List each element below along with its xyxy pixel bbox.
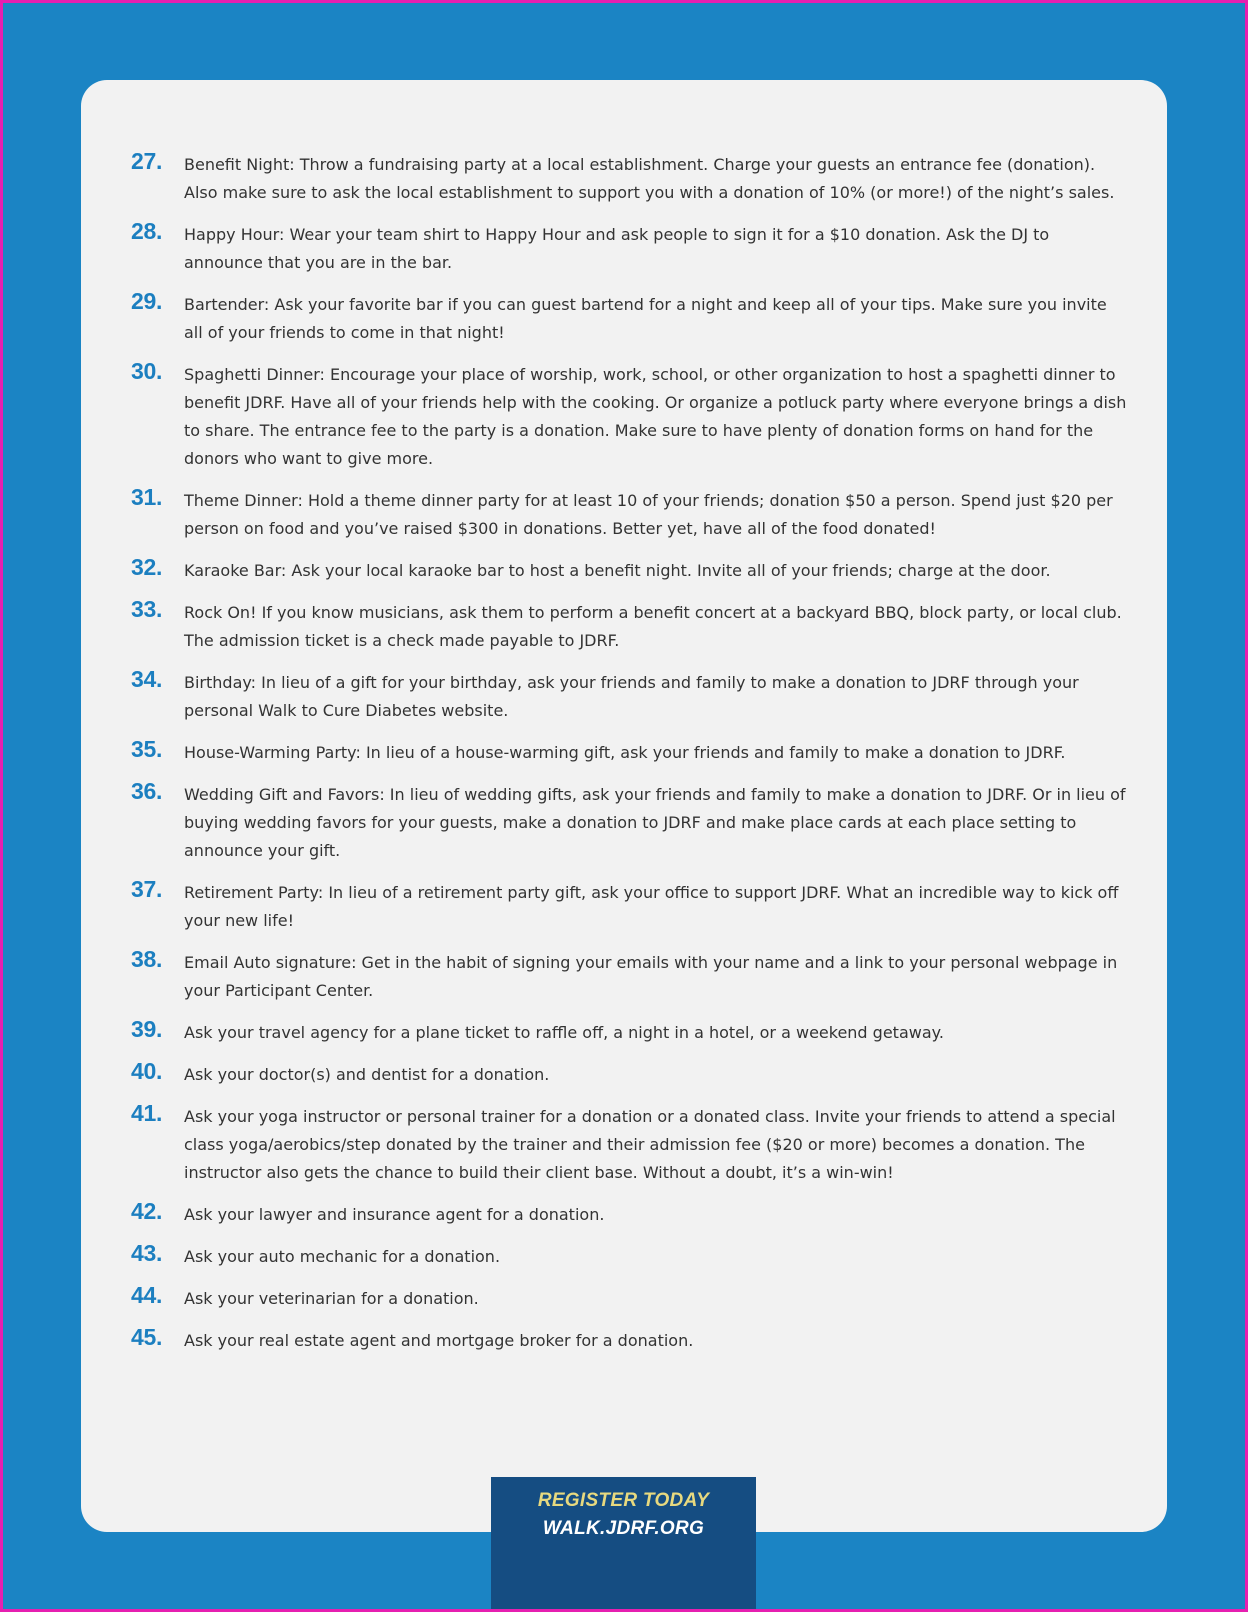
item-number: 42.	[131, 1198, 163, 1224]
item-number: 29.	[131, 288, 163, 314]
list-item	[81, 1100, 1167, 1187]
item-text: Karaoke Bar: Ask your local karaoke bar to host a benefit night. Invite all of your friends; charge at the door.	[184, 561, 1051, 580]
item-text: Ask your lawyer and insurance agent for a donation.	[184, 1205, 605, 1224]
list-item	[81, 736, 1167, 767]
list-item	[81, 1240, 1167, 1271]
fundraising-ideas-list	[81, 148, 1167, 1369]
item-number: 40.	[131, 1058, 163, 1084]
list-item	[81, 1282, 1167, 1313]
item-number: 44.	[131, 1282, 163, 1308]
item-number: 28.	[131, 218, 163, 244]
item-number: 37.	[131, 876, 163, 902]
item-text: Spaghetti Dinner: Encourage your place of worship, work, school, or other organization to host a spaghetti dinner to benefit JDRF. Have all of your friends help with the cooking. Or organize a potluck party where everyone brings a dish to share. The entrance fee to the party is a donation. Make sure to have plenty of donation forms on hand for the donors who want to give more.	[184, 365, 1127, 468]
item-text: Birthday: In lieu of a gift for your birthday, ask your friends and family to make a donation to JDRF through your personal Walk to Cure Diabetes website.	[184, 673, 1079, 720]
register-today-banner[interactable]	[491, 1477, 756, 1612]
list-item	[81, 554, 1167, 585]
list-item	[81, 148, 1167, 207]
list-item	[81, 484, 1167, 543]
list-item	[81, 358, 1167, 473]
item-number: 45.	[131, 1324, 163, 1350]
item-text: Benefit Night: Throw a fundraising party at a local establishment. Charge your guests an entrance fee (donation). Also make sure to ask the local establishment to support you with a donation of 10% (or more!) of the night’s sales.	[184, 155, 1115, 202]
item-text: Ask your veterinarian for a donation.	[184, 1289, 479, 1308]
list-item	[81, 876, 1167, 935]
item-number: 35.	[131, 736, 163, 762]
item-text: Wedding Gift and Favors: In lieu of wedding gifts, ask your friends and family to make a donation to JDRF. Or in lieu of buying wedding favors for your guests, make a donation to JDRF and make place cards at each place setting to announce your gift.	[184, 785, 1126, 860]
list-item	[81, 1058, 1167, 1089]
item-text: Retirement Party: In lieu of a retirement party gift, ask your office to support JDRF. What an incredible way to kick off your new life!	[184, 883, 1119, 930]
item-number: 27.	[131, 148, 163, 174]
item-number: 31.	[131, 484, 163, 510]
register-today-label: REGISTER TODAY	[537, 1490, 710, 1511]
item-text: Happy Hour: Wear your team shirt to Happy Hour and ask people to sign it for a $10 donation. Ask the DJ to announce that you are in the bar.	[184, 225, 1050, 272]
list-item	[81, 778, 1167, 865]
register-url-link[interactable]: WALK.JDRF.ORG	[542, 1518, 705, 1539]
list-item	[81, 1198, 1167, 1229]
item-number: 32.	[131, 554, 163, 580]
list-item	[81, 218, 1167, 277]
list-item	[81, 666, 1167, 725]
item-number: 41.	[131, 1100, 163, 1126]
item-number: 30.	[131, 358, 163, 384]
list-item	[81, 1324, 1167, 1355]
item-number: 34.	[131, 666, 163, 692]
item-text: Ask your doctor(s) and dentist for a donation.	[184, 1065, 550, 1084]
item-text: House-Warming Party: In lieu of a house-warming gift, ask your friends and family to make a donation to JDRF.	[184, 743, 1066, 762]
item-text: Rock On! If you know musicians, ask them to perform a benefit concert at a backyard BBQ, block party, or local club. The admission ticket is a check made payable to JDRF.	[184, 603, 1122, 650]
item-text: Ask your travel agency for a plane ticket to raffle off, a night in a hotel, or a weekend getaway.	[184, 1023, 944, 1042]
item-number: 33.	[131, 596, 163, 622]
item-number: 38.	[131, 946, 163, 972]
list-item	[81, 946, 1167, 1005]
content-card	[81, 80, 1167, 1532]
item-text: Ask your auto mechanic for a donation.	[184, 1247, 501, 1266]
item-number: 43.	[131, 1240, 163, 1266]
item-text: Ask your yoga instructor or personal trainer for a donation or a donated class. Invite your friends to attend a special class yoga/aerobics/step donated by the trainer and their admission fee ($20 or more) becomes a donation. The instructor also gets the chance to build their client base. Without a doubt, it’s a win-win!	[184, 1107, 1116, 1182]
item-text: Ask your real estate agent and mortgage broker for a donation.	[184, 1331, 694, 1350]
list-item	[81, 1016, 1167, 1047]
list-item	[81, 596, 1167, 655]
item-text: Bartender: Ask your favorite bar if you can guest bartend for a night and keep all of your tips. Make sure you invite all of your friends to come in that night!	[184, 295, 1107, 342]
item-number: 36.	[131, 778, 163, 804]
list-item	[81, 288, 1167, 347]
item-number: 39.	[131, 1016, 163, 1042]
item-text: Theme Dinner: Hold a theme dinner party for at least 10 of your friends; donation $50 a person. Spend just $20 per person on food and you’ve raised $300 in donations. Better yet, have all of the food donated!	[184, 491, 1113, 538]
item-text: Email Auto signature: Get in the habit of signing your emails with your name and a link to your personal webpage in your Participant Center.	[184, 953, 1118, 1000]
